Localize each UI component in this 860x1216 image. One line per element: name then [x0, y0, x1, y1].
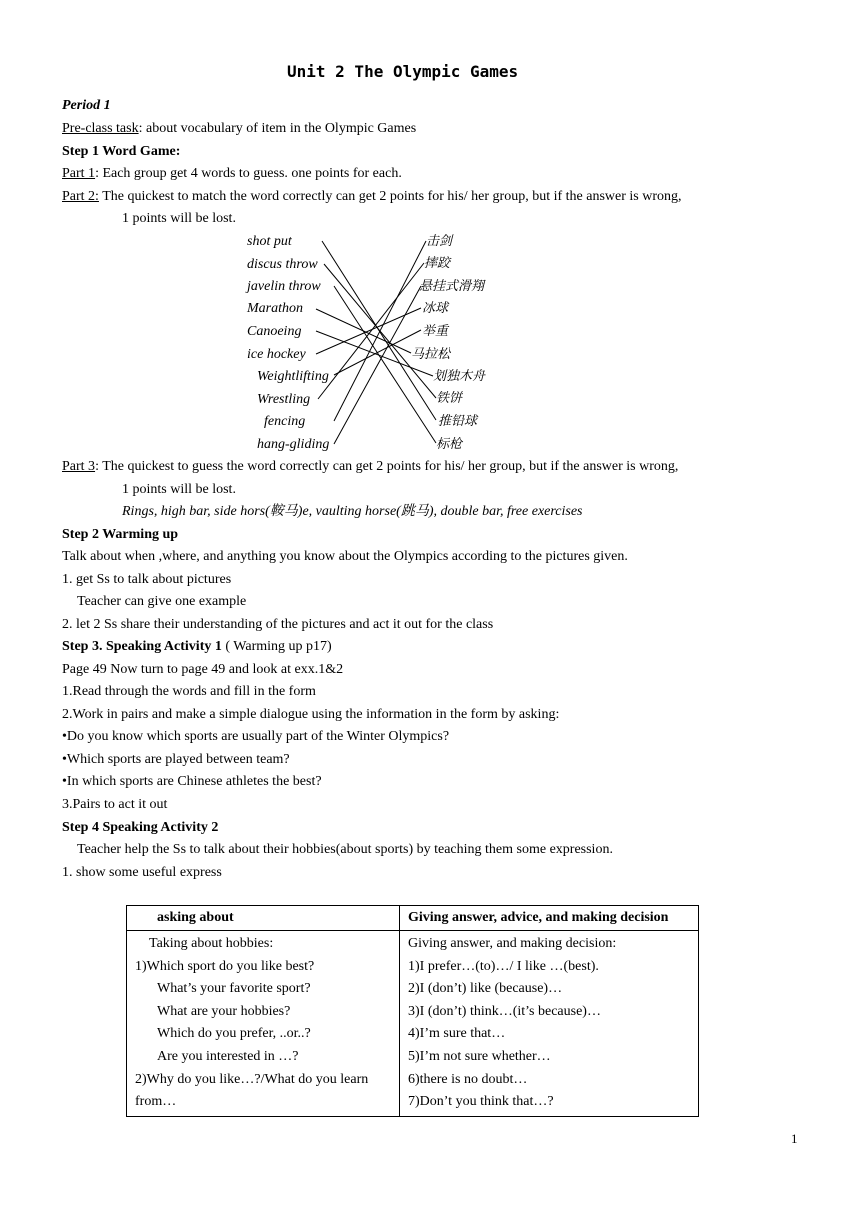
table-cell-line: 2)I (don’t) like (because)…: [408, 981, 563, 997]
chinese-word: 推铅球: [438, 414, 478, 429]
expressions-table: [126, 905, 699, 1117]
chinese-word: 冰球: [422, 301, 449, 316]
part1-label: Part 1: [62, 166, 96, 181]
table-cell-line: Which do you prefer, ..or..?: [157, 1026, 311, 1042]
part1-text: : Each group get 4 words to guess. one points for each.: [95, 166, 402, 181]
table-cell: [400, 931, 699, 1117]
step3-heading-rest: ( Warming up p17): [221, 639, 332, 654]
part3-text: : The quickest to guess the word correctly can get 2 points for his/ her group, but if the answer is wrong,: [95, 459, 679, 474]
part3-line: [62, 458, 678, 476]
chinese-word: 标枪: [436, 437, 463, 452]
match-line: [334, 286, 436, 443]
part3-cont: 1 points will be lost.: [122, 482, 236, 497]
step3-line: 2.Work in pairs and make a simple dialogue using the information in the form by asking:: [62, 707, 560, 722]
table-row: [127, 931, 699, 1117]
part3-words: Rings, high bar, side hors(鞍马)e, vaulting horse(跳马), double bar, free exercises: [122, 504, 583, 519]
chinese-word: 击剑: [426, 234, 453, 249]
table-cell-line: What’s your favorite sport?: [157, 981, 311, 997]
table-cell-line: Giving answer, and making decision:: [408, 936, 617, 951]
table-cell-line: What are your hobbies?: [157, 1003, 291, 1019]
table-cell-line: 1)I prefer…(to)…/ I like …(best).: [408, 958, 599, 974]
match-line: [334, 241, 426, 421]
step4-heading: Step 4 Speaking Activity 2: [62, 820, 219, 835]
english-word: hang-gliding: [257, 437, 330, 452]
step2-line: Talk about when ,where, and anything you know about the Olympics according to the pictures given.: [62, 549, 628, 564]
english-word: Weightlifting: [257, 369, 329, 384]
step4-line: 1. show some useful express: [62, 865, 222, 880]
chinese-word: 举重: [422, 324, 449, 339]
step4-line: Teacher help the Ss to talk about their hobbies(about sports) by teaching them some expression.: [77, 842, 613, 857]
part2-cont: 1 points will be lost.: [122, 211, 236, 226]
english-word: discus throw: [247, 257, 318, 272]
page-title: Unit 2 The Olympic Games: [287, 62, 519, 81]
table-cell-line: from…: [135, 1094, 177, 1110]
chinese-word: 摔跤: [424, 256, 451, 271]
table-cell-line: 1)Which sport do you like best?: [135, 958, 315, 974]
table-cell-line: 3)I (don’t) think…(it’s because)…: [408, 1003, 601, 1019]
english-word: Marathon: [247, 301, 303, 316]
step2-line: 2. let 2 Ss share their understanding of the pictures and act it out for the class: [62, 617, 494, 632]
part2-label: Part 2:: [62, 189, 99, 204]
chinese-word: 悬挂式滑翔: [419, 279, 485, 294]
preclass-label: Pre-class task: [62, 121, 139, 136]
table-header-cell: Giving answer, advice, and making decision: [400, 906, 699, 931]
step2-line: 1. get Ss to talk about pictures: [62, 572, 232, 587]
step3-line: 3.Pairs to act it out: [62, 797, 168, 812]
table-cell-line: 6)there is no doubt…: [408, 1071, 528, 1087]
preclass-text: : about vocabulary of item in the Olympic Games: [138, 121, 417, 136]
period-label: Period 1: [62, 98, 111, 113]
step3-line: •Which sports are played between team?: [62, 752, 290, 767]
table-cell-line: Are you interested in …?: [157, 1048, 299, 1064]
table-header-row: [127, 906, 699, 931]
page-number: 1: [791, 1131, 798, 1146]
table-cell-line: 7)Don’t you think that…?: [408, 1094, 554, 1110]
table-cell: [127, 931, 400, 1117]
step2-heading: Step 2 Warming up: [62, 527, 179, 542]
step2-line: Teacher can give one example: [77, 594, 247, 609]
table-header-cell: asking about: [127, 906, 400, 931]
english-word: Wrestling: [257, 392, 311, 407]
step3-heading: [62, 638, 332, 656]
chinese-word: 马拉松: [411, 347, 451, 362]
english-word: Canoeing: [247, 324, 302, 339]
english-word: javelin throw: [247, 279, 321, 294]
step3-line: •Do you know which sports are usually part of the Winter Olympics?: [62, 729, 450, 744]
step3-line: 1.Read through the words and fill in the form: [62, 684, 316, 699]
step3-line: •In which sports are Chinese athletes the best?: [62, 774, 322, 789]
english-word: fencing: [264, 414, 306, 429]
step1-heading: Step 1 Word Game:: [62, 144, 181, 159]
part3-label: Part 3: [62, 459, 96, 474]
step3-heading-bold: Step 3. Speaking Activity 1: [62, 639, 222, 654]
part2-text: The quickest to match the word correctly can get 2 points for his/ her group, but if the answer is wrong,: [98, 189, 682, 204]
step3-line: Page 49 Now turn to page 49 and look at exx.1&2: [62, 662, 344, 677]
table-cell-line: 4)I’m sure that…: [408, 1026, 506, 1042]
table-cell-line: Taking about hobbies:: [149, 936, 274, 951]
chinese-word: 铁饼: [436, 391, 463, 406]
table-cell-line: 2)Why do you like…?/What do you learn: [135, 1071, 369, 1087]
match-line: [318, 263, 424, 399]
english-word: ice hockey: [247, 347, 306, 362]
chinese-word: 划独木舟: [433, 369, 486, 384]
english-word: shot put: [247, 234, 292, 249]
table-cell-line: 5)I’m not sure whether…: [408, 1048, 551, 1064]
